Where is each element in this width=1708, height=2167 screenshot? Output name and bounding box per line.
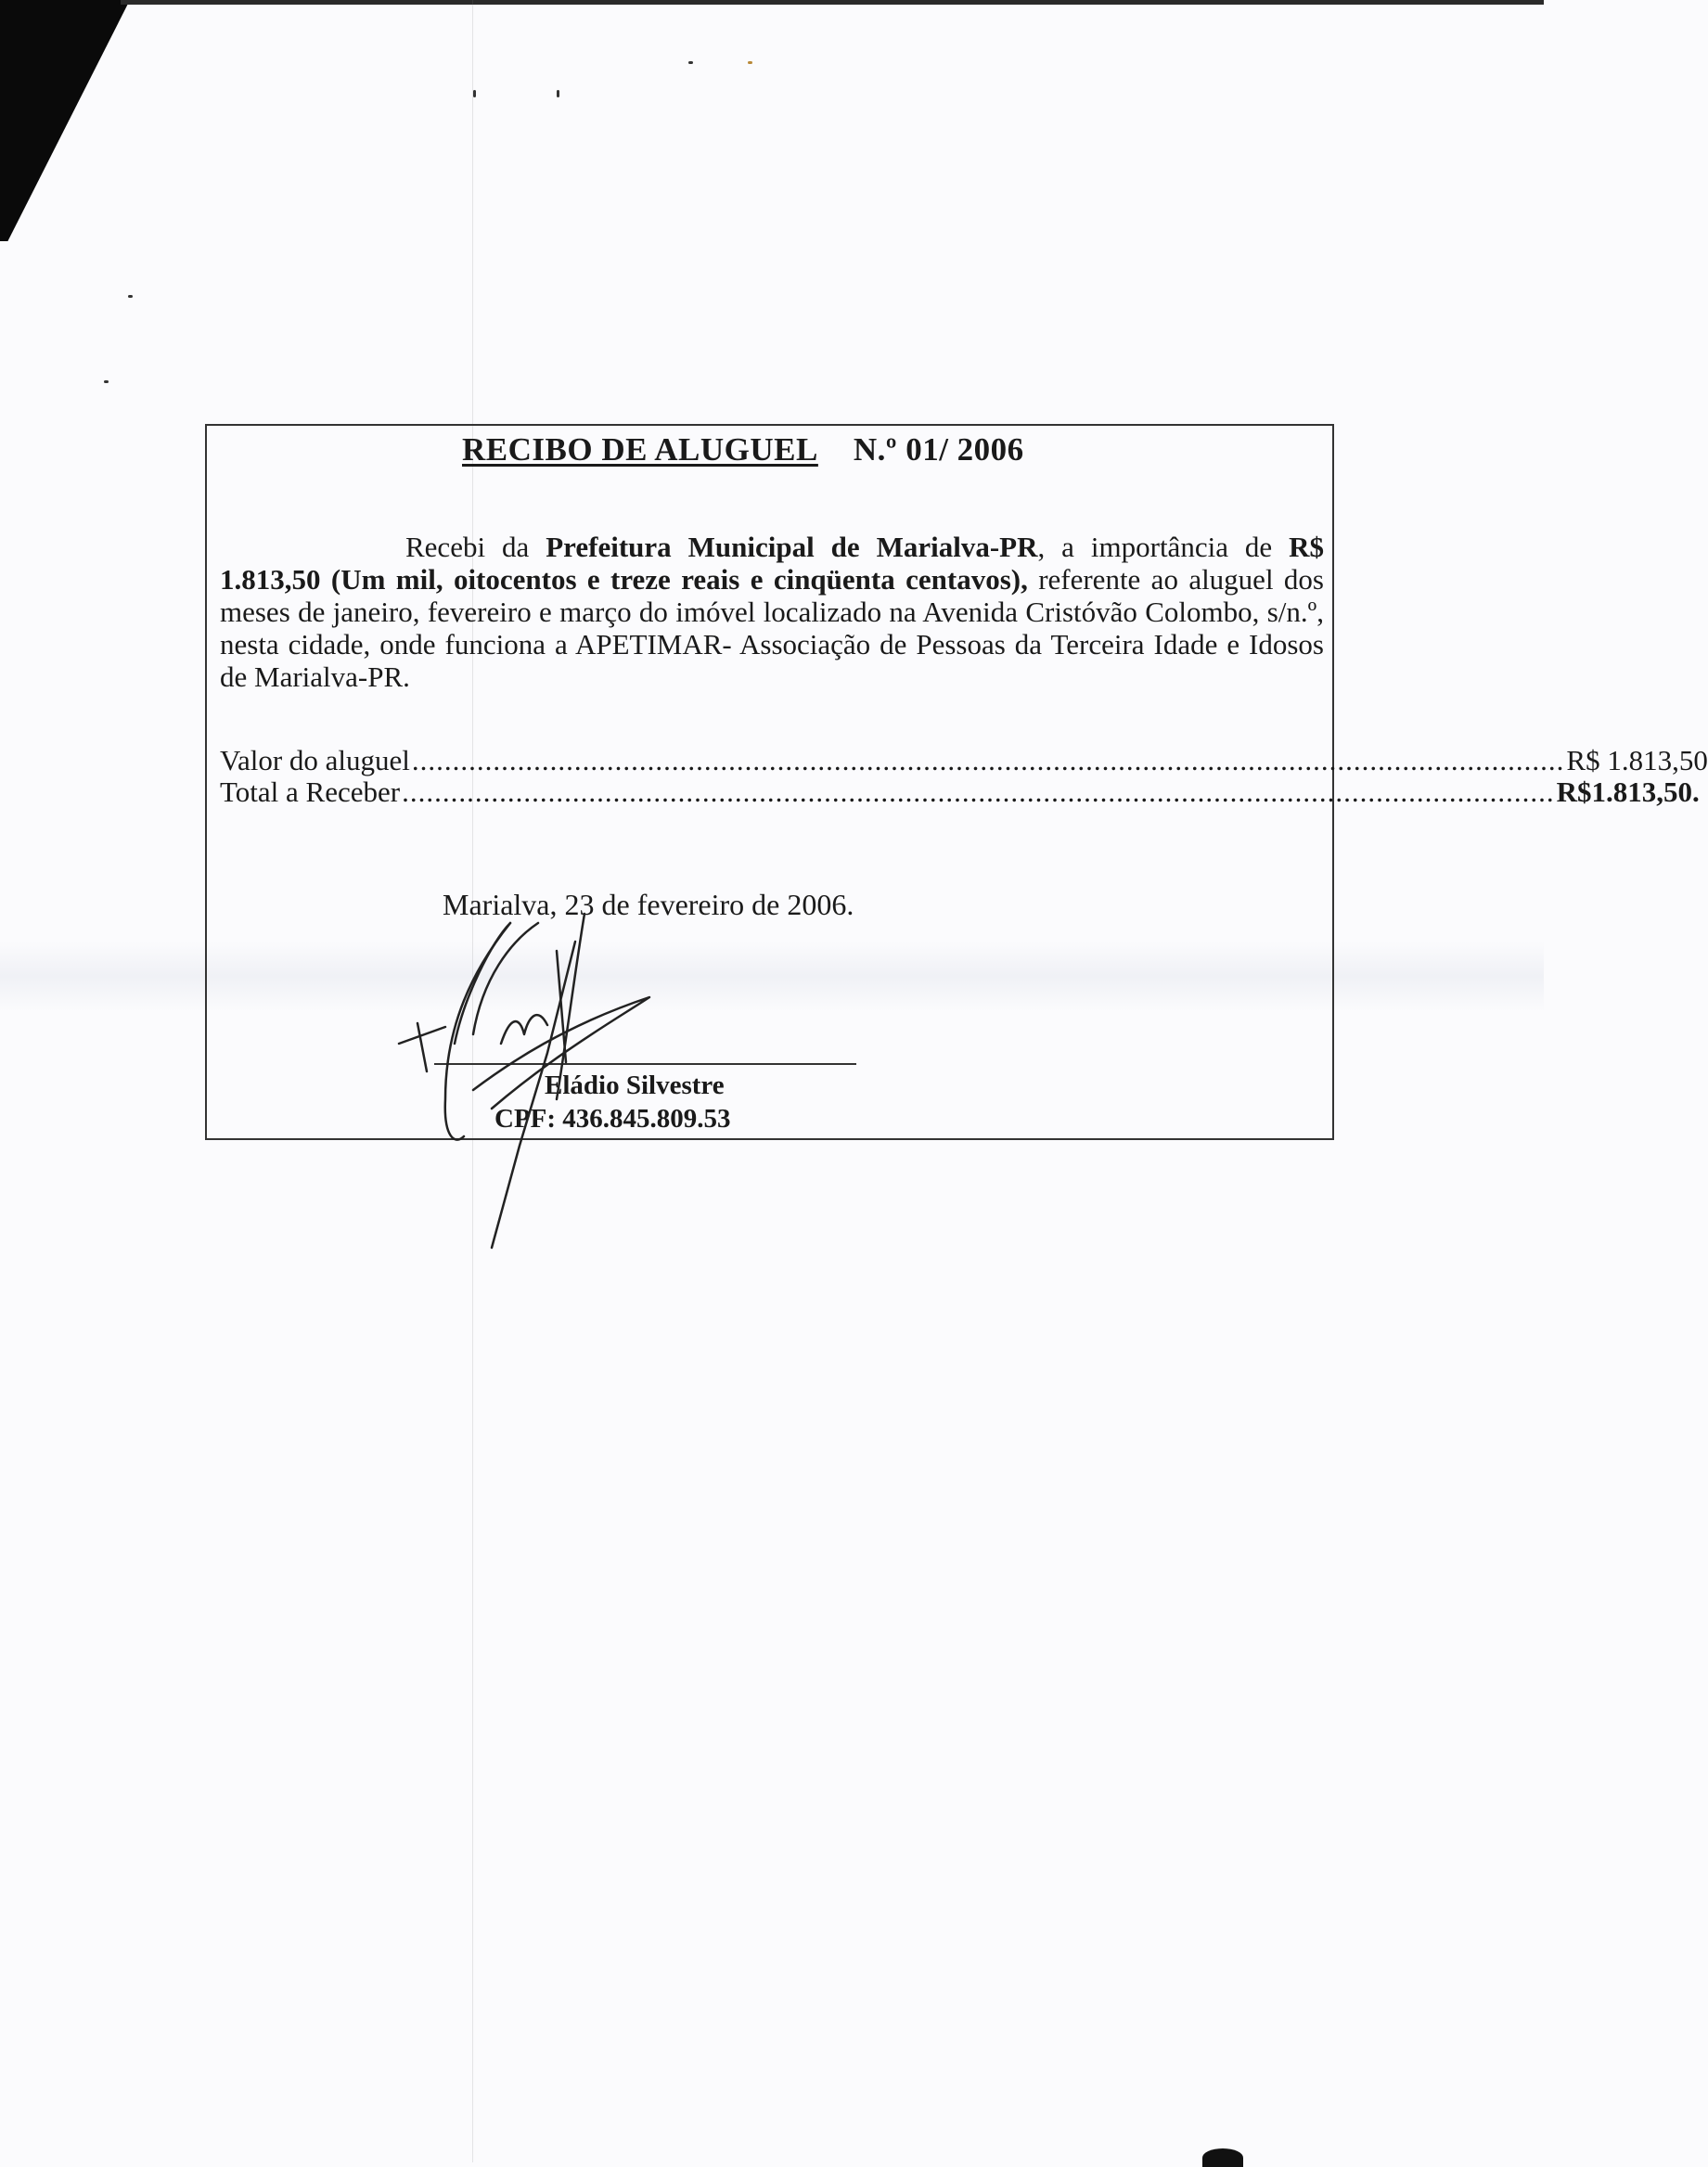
signer-name: Eládio Silvestre <box>545 1071 725 1100</box>
rent-value-label: Valor do aluguel <box>220 744 410 776</box>
body-text-part2: , a importância de <box>1037 531 1290 563</box>
receipt-title-row <box>462 431 1024 468</box>
payer-name: Prefeitura Municipal de Marialva-PR <box>546 531 1038 563</box>
body-text-part3: referente ao aluguel dos meses de janeiro, fevereiro e março do imóvel localizado na Avenida Cristóvão Colombo, s/n.º, nesta cidade, onde funciona a APETIMAR- Associação de Pessoas da Terceira Idade e Idosos de Marialva-PR. <box>220 563 1324 693</box>
date-line: Marialva, 23 de fevereiro de 2006. <box>443 888 854 921</box>
scan-speck <box>473 90 476 97</box>
amount-in-words: R$ 1.813,50 (Um mil, oitocentos e treze reais e cinqüenta centavos), <box>220 531 1325 596</box>
handwritten-signature <box>436 914 770 1248</box>
body-text-part1: Recebi da <box>405 531 546 563</box>
signer-cpf: CPF: 436.845.809.53 <box>494 1104 731 1134</box>
dot-leader: .............................................................................................................................................. <box>402 776 1555 808</box>
receipt-body <box>220 531 1324 693</box>
scan-shadow-corner <box>0 0 130 241</box>
scan-edge-line <box>121 0 1544 5</box>
rent-value-amount: R$ 1.813,50 <box>1566 744 1708 776</box>
scan-speck <box>128 295 133 298</box>
total-line <box>220 776 1700 808</box>
total-amount: R$1.813,50. <box>1556 776 1700 808</box>
scan-speck <box>748 61 752 64</box>
scan-speck <box>557 90 559 97</box>
total-label: Total a Receber <box>220 776 401 808</box>
receipt-title: RECIBO DE ALUGUEL <box>462 431 818 468</box>
dot-leader: .............................................................................................................................................. <box>411 744 1565 776</box>
scan-speck <box>104 380 109 383</box>
scan-blob <box>1202 2148 1243 2167</box>
rent-value-line <box>220 744 1708 776</box>
scan-speck <box>688 61 693 64</box>
receipt-number: N.º 01/ 2006 <box>853 431 1024 468</box>
